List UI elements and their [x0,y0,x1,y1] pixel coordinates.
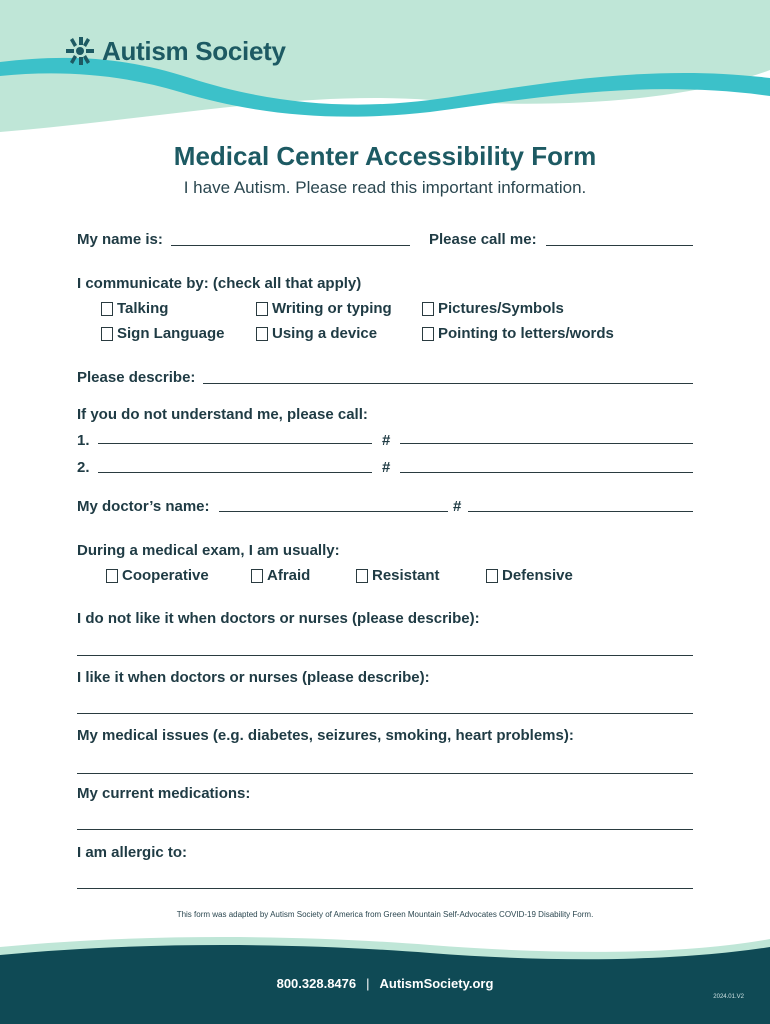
allergies-field[interactable] [77,888,693,889]
contact-2-phone-field[interactable] [400,472,693,473]
checkbox[interactable] [422,327,434,341]
comm-option-writing[interactable]: Writing or typing [256,300,392,317]
version-code: 2024.01.V2 [713,994,744,1000]
doctor-label: My doctor’s name: [77,498,210,515]
checkbox[interactable] [256,302,268,316]
footer-separator: | [366,976,370,991]
contact-row-1-number: 1. [77,432,90,449]
adaptation-note: This form was adapted by Autism Society of America from Green Mountain Self-Advocates COVID-19 Disability Form. [176,910,594,919]
comm-option-talking[interactable]: Talking [101,300,168,317]
checkbox[interactable] [101,302,113,316]
checkbox[interactable] [101,327,113,341]
exam-option-defensive[interactable]: Defensive [486,567,573,584]
checkbox[interactable] [422,302,434,316]
communicate-label: I communicate by: (check all that apply) [77,275,362,292]
call-me-field[interactable] [546,245,693,246]
checkbox[interactable] [251,569,263,583]
name-field[interactable] [171,245,410,246]
contact-row-2-number: 2. [77,459,90,476]
form-title: Medical Center Accessibility Form [173,141,597,171]
hash-label: # [453,498,462,515]
exam-option-resistant[interactable]: Resistant [356,567,440,584]
doctor-name-field[interactable] [219,511,448,512]
exam-option-afraid[interactable]: Afraid [251,567,310,584]
hash-label: # [382,459,391,476]
comm-option-pictures[interactable]: Pictures/Symbols [422,300,564,317]
checkbox[interactable] [106,569,118,583]
footer-contact [0,976,770,991]
like-label: I like it when doctors or nurses (please describe): [77,669,430,686]
medical-issues-label: My medical issues (e.g. diabetes, seizures, smoking, heart problems): [77,727,574,744]
comm-option-pointing[interactable]: Pointing to letters/words [422,325,614,342]
medications-field[interactable] [77,829,693,830]
footer-website-link[interactable]: AutismSociety.org [379,976,494,991]
doctor-phone-field[interactable] [468,511,693,512]
puzzle-star-icon [62,33,98,69]
brand-logo [62,33,286,69]
like-field[interactable] [77,713,693,714]
exam-label: During a medical exam, I am usually: [77,542,340,559]
brand-name: Autism Society [102,35,286,66]
hash-label: # [382,432,391,449]
allergies-label: I am allergic to: [77,844,188,861]
medications-label: My current medications: [77,785,251,802]
medical-issues-field[interactable] [77,773,693,774]
header-wave-background [0,0,770,140]
exam-option-cooperative[interactable]: Cooperative [106,567,209,584]
name-label: My name is: [77,231,163,248]
describe-label: Please describe: [77,369,196,386]
contact-1-phone-field[interactable] [400,443,693,444]
contact-1-name-field[interactable] [98,443,372,444]
contact-2-name-field[interactable] [98,472,372,473]
dislike-field[interactable] [77,655,693,656]
checkbox[interactable] [486,569,498,583]
contact-call-label: If you do not understand me, please call: [77,406,368,423]
checkbox[interactable] [256,327,268,341]
describe-field[interactable] [203,383,693,384]
checkbox[interactable] [356,569,368,583]
form-subtitle: I have Autism. Please read this important information. [183,178,587,197]
footer-phone[interactable]: 800.328.8476 [276,976,357,991]
call-me-label: Please call me: [429,231,537,248]
footer-wave-background [0,925,770,1024]
comm-option-device[interactable]: Using a device [256,325,377,342]
dislike-label: I do not like it when doctors or nurses (please describe): [77,610,480,627]
comm-option-sign-language[interactable]: Sign Language [101,325,225,342]
